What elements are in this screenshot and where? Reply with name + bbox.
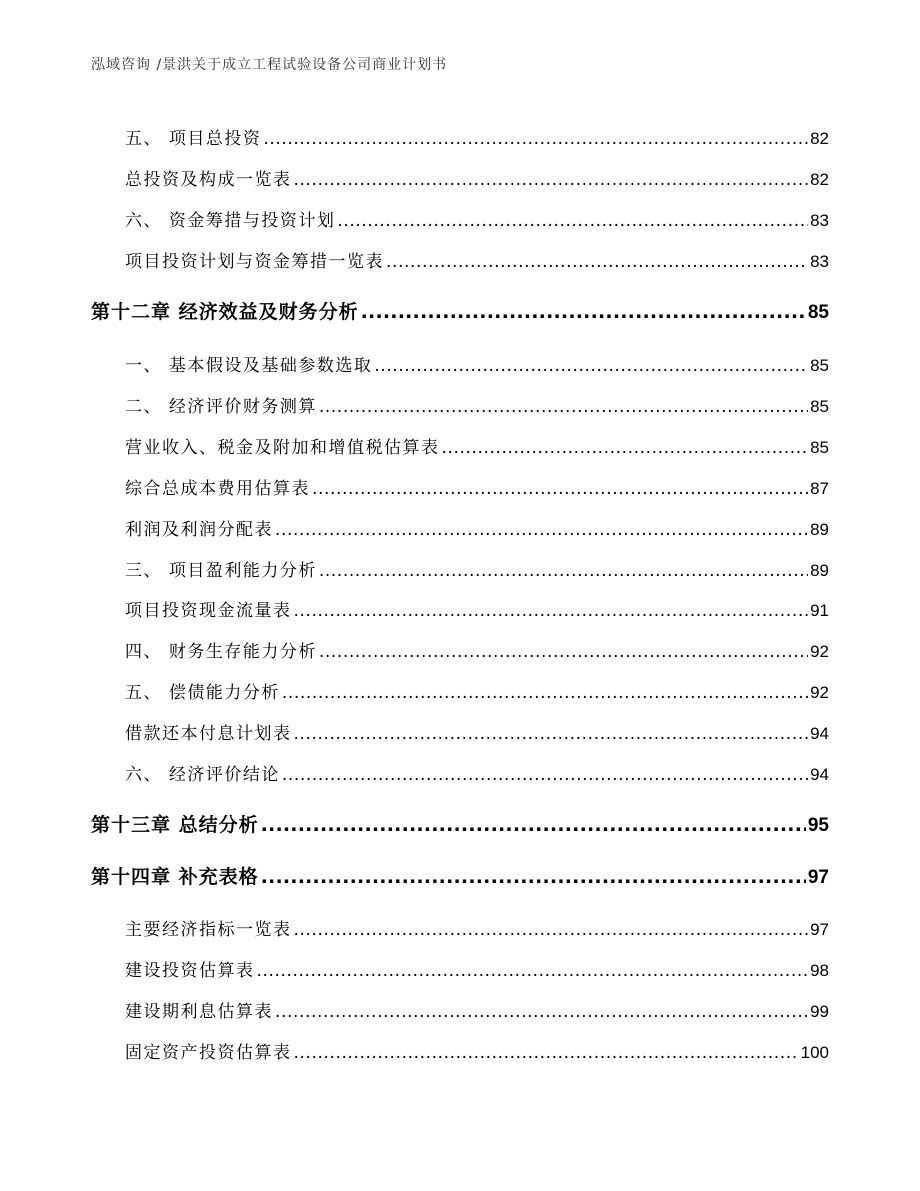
toc-entry-label: 总投资及构成一览表	[125, 170, 292, 190]
toc-entry-page: 85	[810, 438, 829, 457]
toc-entry[interactable]	[125, 1038, 829, 1063]
toc-entry-page: 97	[807, 867, 829, 888]
toc-entry-page: 82	[810, 170, 829, 189]
toc-entry-page: 94	[810, 724, 829, 743]
toc-entry[interactable]	[125, 760, 829, 785]
toc-entry-label: 综合总成本费用估算表	[125, 479, 310, 499]
toc-entry[interactable]	[125, 206, 829, 231]
toc-entry-label: 营业收入、税金及附加和增值税估算表	[125, 438, 440, 458]
toc-entry-page: 85	[810, 356, 829, 375]
toc-entry-page: 91	[810, 601, 829, 620]
dot-leader	[294, 920, 809, 940]
toc-entry[interactable]	[125, 124, 829, 149]
toc-entry[interactable]	[125, 433, 829, 458]
toc-entry[interactable]	[125, 956, 829, 981]
toc-chapter-entry[interactable]	[91, 297, 829, 324]
toc-chapter-entry[interactable]	[91, 810, 829, 837]
toc-entry-label: 项目投资计划与资金筹措一览表	[125, 252, 384, 272]
dot-leader	[337, 211, 808, 231]
toc-entry[interactable]	[125, 997, 829, 1022]
dot-leader	[261, 814, 806, 836]
toc-entry-label: 三、 项目盈利能力分析	[125, 561, 317, 581]
toc-entry-label: 六、 经济评价结论	[125, 765, 280, 785]
toc-entry-label: 六、 资金筹措与投资计划	[125, 211, 336, 231]
toc-entry-page: 92	[810, 683, 829, 702]
toc-entry-page: 89	[810, 520, 829, 539]
toc-entry-label: 借款还本付息计划表	[125, 724, 292, 744]
dot-leader	[374, 356, 808, 376]
dot-leader	[275, 1002, 808, 1022]
toc-entry-page: 94	[810, 765, 829, 784]
toc-entry[interactable]	[125, 637, 829, 662]
toc-entry[interactable]	[125, 915, 829, 940]
dot-leader	[282, 683, 808, 703]
toc-entry-page: 85	[807, 302, 829, 323]
toc-entry-page: 85	[810, 397, 829, 416]
toc-entry[interactable]	[125, 247, 829, 272]
toc-entry-label: 五、 项目总投资	[125, 129, 262, 149]
dot-leader	[361, 301, 806, 323]
toc-entry-label: 一、 基本假设及基础参数选取	[125, 356, 373, 376]
toc-entry-page: 95	[807, 815, 829, 836]
toc-entry-page: 83	[810, 252, 829, 271]
toc-entry[interactable]	[125, 719, 829, 744]
toc-entry-page: 92	[810, 642, 829, 661]
toc-entry[interactable]	[125, 678, 829, 703]
toc-entry-page: 87	[810, 479, 829, 498]
toc-entry-label: 建设期利息估算表	[125, 1002, 273, 1022]
toc-entry-page: 98	[810, 961, 829, 980]
toc-entry[interactable]	[125, 165, 829, 190]
toc-entry-label: 二、 经济评价财务测算	[125, 397, 317, 417]
toc-entry-page: 89	[810, 561, 829, 580]
toc-entry-label: 利润及利润分配表	[125, 520, 273, 540]
dot-leader	[442, 438, 809, 458]
toc-entry[interactable]	[125, 474, 829, 499]
toc-entry-label: 五、 偿债能力分析	[125, 683, 280, 703]
toc-entry-label: 主要经济指标一览表	[125, 920, 292, 940]
dot-leader	[319, 561, 808, 581]
toc-entry-label: 建设投资估算表	[125, 961, 255, 981]
dot-leader	[294, 170, 809, 190]
toc-entry-page: 82	[810, 129, 829, 148]
toc-entry-label: 项目投资现金流量表	[125, 601, 292, 621]
toc-entry[interactable]	[125, 596, 829, 621]
dot-leader	[257, 961, 809, 981]
toc-entry-page: 99	[810, 1002, 829, 1021]
toc-entry-label: 固定资产投资估算表	[125, 1043, 292, 1063]
dot-leader	[275, 520, 808, 540]
dot-leader	[263, 129, 808, 149]
toc-entry-label: 第十二章 经济效益及财务分析	[91, 301, 359, 323]
dot-leader	[312, 479, 808, 499]
toc-entry-label: 第十四章 补充表格	[91, 866, 259, 888]
toc-entry[interactable]	[125, 515, 829, 540]
toc-entry[interactable]	[125, 351, 829, 376]
dot-leader	[294, 1043, 799, 1063]
dot-leader	[282, 765, 808, 785]
toc-entry-page: 97	[810, 920, 829, 939]
dot-leader	[294, 601, 809, 621]
dot-leader	[319, 397, 808, 417]
dot-leader	[294, 724, 809, 744]
dot-leader	[386, 252, 808, 272]
dot-leader	[319, 642, 808, 662]
toc-entry-page: 83	[810, 211, 829, 230]
toc-entry[interactable]	[125, 392, 829, 417]
running-header: 泓域咨询 /景洪关于成立工程试验设备公司商业计划书	[91, 57, 448, 73]
toc-entry[interactable]	[125, 556, 829, 581]
toc-entry-label: 四、 财务生存能力分析	[125, 642, 317, 662]
toc-entry-page: 100	[800, 1043, 829, 1062]
toc-entry-label: 第十三章 总结分析	[91, 814, 259, 836]
toc-chapter-entry[interactable]	[91, 862, 829, 889]
dot-leader	[261, 866, 806, 888]
